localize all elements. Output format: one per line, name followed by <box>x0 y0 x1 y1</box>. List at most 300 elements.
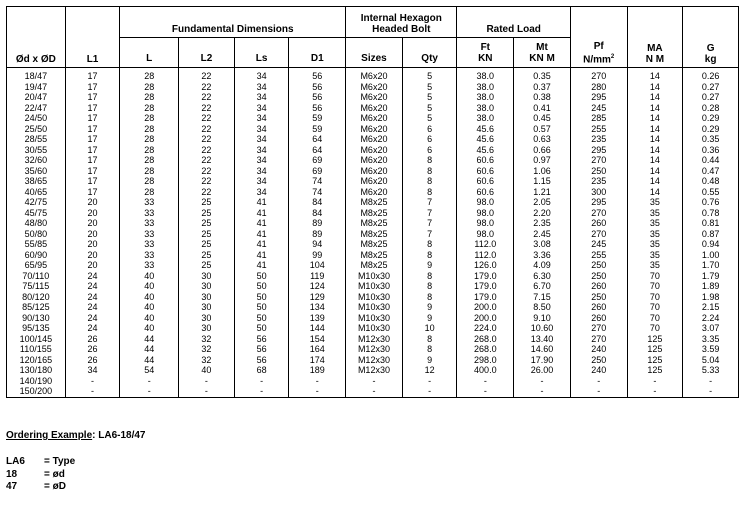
group-header-rated: Rated Load <box>457 7 570 38</box>
cell-bolt-size: M10x30 <box>346 302 403 313</box>
cell-mt: 0.66 <box>514 145 571 156</box>
cell-ft: - <box>457 386 514 397</box>
cell-D1: 139 <box>289 313 346 324</box>
cell-g: 0.35 <box>683 134 739 145</box>
cell-dxD: 28/55 <box>7 134 66 145</box>
cell-dxD: 50/80 <box>7 229 66 240</box>
cell-ft: 38.0 <box>457 113 514 124</box>
cell-g: 0.55 <box>683 187 739 198</box>
cell-mt: 3.36 <box>514 250 571 261</box>
cell-bolt-qty: 8 <box>402 187 457 198</box>
cell-Ls: 50 <box>234 313 289 324</box>
cell-bolt-qty: 9 <box>402 313 457 324</box>
cell-D1: 56 <box>289 103 346 114</box>
cell-mt: 2.20 <box>514 208 571 219</box>
cell-D1: 69 <box>289 155 346 166</box>
cell-ma: 14 <box>627 166 683 177</box>
cell-D1: 56 <box>289 82 346 93</box>
cell-bolt-size: M12x30 <box>346 365 403 376</box>
table-row <box>7 376 739 387</box>
col-header-mt <box>514 38 571 68</box>
cell-pf: 240 <box>570 344 627 355</box>
cell-ma: 70 <box>627 271 683 282</box>
cell-dxD: 32/60 <box>7 155 66 166</box>
cell-D1: 189 <box>289 365 346 376</box>
ordering-example-value: : LA6-18/47 <box>92 430 146 441</box>
cell-bolt-qty: 8 <box>402 155 457 166</box>
col-header-D1: D1 <box>289 38 346 68</box>
cell-L1: 26 <box>65 355 120 366</box>
cell-dxD: 20/47 <box>7 92 66 103</box>
cell-L: 28 <box>120 176 179 187</box>
cell-pf: 260 <box>570 313 627 324</box>
cell-bolt-size: M6x20 <box>346 92 403 103</box>
cell-g: 0.36 <box>683 145 739 156</box>
cell-Ls: 34 <box>234 68 289 82</box>
cell-g: 2.15 <box>683 302 739 313</box>
cell-L1: 17 <box>65 176 120 187</box>
cell-mt: 2.35 <box>514 218 571 229</box>
cell-dxD: 75/115 <box>7 281 66 292</box>
cell-bolt-qty: 7 <box>402 197 457 208</box>
cell-bolt-qty: 5 <box>402 113 457 124</box>
table-row <box>7 208 739 219</box>
cell-D1: 74 <box>289 187 346 198</box>
group-header-fundamental: Fundamental Dimensions <box>120 7 346 38</box>
table-row <box>7 302 739 313</box>
cell-g: 1.79 <box>683 271 739 282</box>
cell-L1: 20 <box>65 197 120 208</box>
cell-D1: 74 <box>289 176 346 187</box>
cell-L1: 24 <box>65 302 120 313</box>
cell-L: 33 <box>120 208 179 219</box>
cell-ma: 14 <box>627 176 683 187</box>
cell-L: 33 <box>120 260 179 271</box>
cell-ft: 38.0 <box>457 68 514 82</box>
cell-ma: 35 <box>627 208 683 219</box>
cell-mt: 0.35 <box>514 68 571 82</box>
cell-L: 33 <box>120 229 179 240</box>
cell-L1: 17 <box>65 145 120 156</box>
cell-g: 0.27 <box>683 92 739 103</box>
cell-pf: 260 <box>570 218 627 229</box>
cell-Ls: 50 <box>234 271 289 282</box>
cell-ma: 70 <box>627 302 683 313</box>
table-row <box>7 386 739 397</box>
cell-ft: 38.0 <box>457 92 514 103</box>
cell-g: 0.78 <box>683 208 739 219</box>
table-row <box>7 281 739 292</box>
cell-D1: 94 <box>289 239 346 250</box>
cell-g: 0.44 <box>683 155 739 166</box>
cell-ma: 70 <box>627 323 683 334</box>
cell-L1: 20 <box>65 218 120 229</box>
cell-Ls: 34 <box>234 187 289 198</box>
cell-ft: 179.0 <box>457 292 514 303</box>
cell-ft: 98.0 <box>457 229 514 240</box>
cell-L1: 24 <box>65 323 120 334</box>
cell-pf: 295 <box>570 145 627 156</box>
cell-Ls: 34 <box>234 103 289 114</box>
cell-Ls: 34 <box>234 92 289 103</box>
cell-mt: 2.45 <box>514 229 571 240</box>
cell-L: 40 <box>120 271 179 282</box>
ordering-example <box>6 430 146 441</box>
cell-L: 40 <box>120 313 179 324</box>
cell-ma: - <box>627 386 683 397</box>
cell-bolt-size: M12x30 <box>346 344 403 355</box>
col-header-pf-unit: N/mm <box>583 54 611 65</box>
cell-L: 28 <box>120 82 179 93</box>
cell-pf: 285 <box>570 113 627 124</box>
col-header-dxD: Ød x ØD <box>7 7 66 68</box>
cell-L1: 17 <box>65 166 120 177</box>
cell-L: 28 <box>120 68 179 82</box>
cell-ft: 38.0 <box>457 82 514 93</box>
cell-ft: 60.6 <box>457 187 514 198</box>
cell-g: 0.29 <box>683 113 739 124</box>
cell-bolt-size: - <box>346 376 403 387</box>
cell-mt: 0.38 <box>514 92 571 103</box>
cell-L: 40 <box>120 302 179 313</box>
cell-L: 33 <box>120 218 179 229</box>
cell-Ls: 41 <box>234 250 289 261</box>
group-header-bolt-line2: Headed Bolt <box>372 24 431 35</box>
cell-Ls: 41 <box>234 239 289 250</box>
cell-L1: 20 <box>65 208 120 219</box>
cell-bolt-qty: - <box>402 376 457 387</box>
cell-L2: 25 <box>179 239 235 250</box>
legend-key: 47 <box>6 481 18 492</box>
group-header-bolt <box>346 7 457 38</box>
cell-bolt-size: M6x20 <box>346 187 403 198</box>
cell-Ls: 34 <box>234 113 289 124</box>
cell-dxD: 100/145 <box>7 334 66 345</box>
cell-D1: 99 <box>289 250 346 261</box>
cell-ft: 60.6 <box>457 176 514 187</box>
cell-mt: 0.63 <box>514 134 571 145</box>
cell-L: 28 <box>120 113 179 124</box>
cell-bolt-qty: 6 <box>402 124 457 135</box>
cell-D1: 59 <box>289 124 346 135</box>
cell-mt: 2.05 <box>514 197 571 208</box>
cell-L2: 22 <box>179 103 235 114</box>
cell-pf: 250 <box>570 355 627 366</box>
cell-g: 0.94 <box>683 239 739 250</box>
cell-ft: 126.0 <box>457 260 514 271</box>
cell-bolt-size: M12x30 <box>346 355 403 366</box>
cell-D1: 84 <box>289 208 346 219</box>
legend-row <box>6 481 75 494</box>
cell-bolt-size: M8x25 <box>346 229 403 240</box>
col-header-ma-unit: N M <box>645 54 665 65</box>
cell-L2: 22 <box>179 92 235 103</box>
cell-ma: 35 <box>627 239 683 250</box>
cell-bolt-size: M6x20 <box>346 68 403 82</box>
cell-pf: 250 <box>570 166 627 177</box>
cell-bolt-size: M10x30 <box>346 323 403 334</box>
cell-pf: 250 <box>570 271 627 282</box>
cell-dxD: 55/85 <box>7 239 66 250</box>
table-row <box>7 365 739 376</box>
cell-L: 33 <box>120 197 179 208</box>
cell-L2: 22 <box>179 176 235 187</box>
cell-L: 28 <box>120 145 179 156</box>
cell-L1: 26 <box>65 334 120 345</box>
cell-pf: 295 <box>570 197 627 208</box>
cell-g: 0.28 <box>683 103 739 114</box>
cell-dxD: 42/75 <box>7 197 66 208</box>
cell-D1: 129 <box>289 292 346 303</box>
cell-pf: 280 <box>570 82 627 93</box>
cell-ma: 70 <box>627 313 683 324</box>
cell-mt: - <box>514 386 571 397</box>
cell-ft: 98.0 <box>457 218 514 229</box>
cell-pf: - <box>570 386 627 397</box>
cell-L2: 22 <box>179 166 235 177</box>
cell-bolt-qty: 8 <box>402 344 457 355</box>
cell-L2: 25 <box>179 218 235 229</box>
cell-pf: - <box>570 376 627 387</box>
cell-L2: 25 <box>179 250 235 261</box>
cell-mt: 6.70 <box>514 281 571 292</box>
cell-Ls: 56 <box>234 355 289 366</box>
cell-g: 5.04 <box>683 355 739 366</box>
cell-pf: 255 <box>570 250 627 261</box>
cell-ma: 125 <box>627 334 683 345</box>
cell-L1: 20 <box>65 239 120 250</box>
cell-ma: 70 <box>627 281 683 292</box>
cell-ma: 14 <box>627 82 683 93</box>
cell-L2: 30 <box>179 313 235 324</box>
cell-g: 0.29 <box>683 124 739 135</box>
cell-ft: 112.0 <box>457 239 514 250</box>
cell-ft: 45.6 <box>457 145 514 156</box>
cell-ft: 268.0 <box>457 344 514 355</box>
table-row <box>7 113 739 124</box>
cell-dxD: 95/135 <box>7 323 66 334</box>
table-row <box>7 124 739 135</box>
col-header-pf-top: Pf <box>593 40 604 52</box>
cell-dxD: 140/190 <box>7 376 66 387</box>
cell-ft: 200.0 <box>457 313 514 324</box>
group-header-bolt-line1: Internal Hexagon <box>360 13 442 24</box>
cell-Ls: 34 <box>234 166 289 177</box>
cell-pf: 270 <box>570 229 627 240</box>
cell-bolt-qty: 7 <box>402 229 457 240</box>
cell-ft: - <box>457 376 514 387</box>
col-header-Ls: Ls <box>234 38 289 68</box>
cell-D1: 89 <box>289 218 346 229</box>
cell-D1: 154 <box>289 334 346 345</box>
cell-ma: 14 <box>627 134 683 145</box>
ordering-example-label: Ordering Example <box>6 430 93 441</box>
cell-L2: 25 <box>179 208 235 219</box>
cell-L: - <box>120 386 179 397</box>
cell-L: 28 <box>120 155 179 166</box>
cell-L1: - <box>65 386 120 397</box>
cell-L1: - <box>65 376 120 387</box>
col-header-ft-top: Ft <box>480 42 491 53</box>
cell-D1: 174 <box>289 355 346 366</box>
cell-pf: 300 <box>570 187 627 198</box>
col-header-g-unit: kg <box>704 54 717 65</box>
cell-L: 28 <box>120 134 179 145</box>
cell-g: 0.27 <box>683 82 739 93</box>
cell-D1: 144 <box>289 323 346 334</box>
cell-ma: 35 <box>627 197 683 208</box>
cell-dxD: 60/90 <box>7 250 66 261</box>
cell-ft: 98.0 <box>457 208 514 219</box>
cell-L: 28 <box>120 92 179 103</box>
cell-L1: 17 <box>65 113 120 124</box>
cell-g: 5.33 <box>683 365 739 376</box>
cell-L2: 32 <box>179 355 235 366</box>
table-row <box>7 323 739 334</box>
cell-ma: 70 <box>627 292 683 303</box>
cell-L2: 25 <box>179 260 235 271</box>
cell-D1: 64 <box>289 134 346 145</box>
cell-L: 44 <box>120 344 179 355</box>
cell-mt: 4.09 <box>514 260 571 271</box>
table-row <box>7 187 739 198</box>
cell-mt: 3.08 <box>514 239 571 250</box>
table-row <box>7 239 739 250</box>
cell-mt: 1.06 <box>514 166 571 177</box>
cell-L: 44 <box>120 355 179 366</box>
cell-bolt-qty: 9 <box>402 355 457 366</box>
cell-ma: 14 <box>627 145 683 156</box>
cell-dxD: 24/50 <box>7 113 66 124</box>
cell-bolt-qty: 5 <box>402 92 457 103</box>
cell-pf: 270 <box>570 208 627 219</box>
cell-pf: 270 <box>570 323 627 334</box>
cell-Ls: 34 <box>234 82 289 93</box>
cell-ft: 268.0 <box>457 334 514 345</box>
cell-L2: 30 <box>179 323 235 334</box>
cell-D1: 69 <box>289 166 346 177</box>
cell-ft: 38.0 <box>457 103 514 114</box>
table-row <box>7 103 739 114</box>
cell-pf: 240 <box>570 365 627 376</box>
cell-bolt-size: M6x20 <box>346 82 403 93</box>
cell-D1: 56 <box>289 92 346 103</box>
cell-g: 0.26 <box>683 68 739 82</box>
cell-ma: 14 <box>627 113 683 124</box>
cell-L1: 17 <box>65 103 120 114</box>
cell-D1: 89 <box>289 229 346 240</box>
cell-bolt-qty: 8 <box>402 334 457 345</box>
cell-bolt-size: M10x30 <box>346 292 403 303</box>
cell-pf: 235 <box>570 134 627 145</box>
cell-dxD: 85/125 <box>7 302 66 313</box>
cell-bolt-qty: 12 <box>402 365 457 376</box>
col-header-L2: L2 <box>179 38 235 68</box>
cell-pf: 295 <box>570 92 627 103</box>
cell-L1: 17 <box>65 92 120 103</box>
cell-L: - <box>120 376 179 387</box>
cell-Ls: 50 <box>234 302 289 313</box>
cell-L2: 30 <box>179 271 235 282</box>
cell-bolt-size: M6x20 <box>346 113 403 124</box>
cell-ft: 179.0 <box>457 271 514 282</box>
cell-L1: 17 <box>65 134 120 145</box>
legend-key: 18 <box>6 468 18 480</box>
cell-bolt-size: M8x25 <box>346 239 403 250</box>
col-header-ma-top: MA <box>647 43 663 54</box>
cell-ft: 112.0 <box>457 250 514 261</box>
cell-mt: - <box>514 376 571 387</box>
cell-L1: 26 <box>65 344 120 355</box>
col-header-pf-sup: 2 <box>610 53 615 60</box>
cell-ft: 45.6 <box>457 124 514 135</box>
cell-bolt-size: M8x25 <box>346 260 403 271</box>
cell-Ls: 41 <box>234 208 289 219</box>
col-header-mt-unit: KN M <box>529 53 555 64</box>
cell-ft: 45.6 <box>457 134 514 145</box>
cell-ma: 35 <box>627 260 683 271</box>
cell-L2: 30 <box>179 281 235 292</box>
cell-D1: 124 <box>289 281 346 292</box>
cell-bolt-qty: 5 <box>402 68 457 82</box>
cell-L1: 20 <box>65 260 120 271</box>
legend-row <box>6 456 75 469</box>
cell-L2: 32 <box>179 334 235 345</box>
cell-L1: 24 <box>65 313 120 324</box>
cell-dxD: 19/47 <box>7 82 66 93</box>
table-row <box>7 82 739 93</box>
table-row <box>7 334 739 345</box>
cell-L: 40 <box>120 281 179 292</box>
cell-mt: 9.10 <box>514 313 571 324</box>
cell-bolt-qty: - <box>402 386 457 397</box>
cell-g: 0.48 <box>683 176 739 187</box>
cell-L2: 25 <box>179 197 235 208</box>
cell-D1: 64 <box>289 145 346 156</box>
cell-bolt-size: M8x25 <box>346 250 403 261</box>
cell-ma: 125 <box>627 344 683 355</box>
cell-L2: 22 <box>179 134 235 145</box>
cell-bolt-qty: 8 <box>402 271 457 282</box>
col-header-mt-top: Mt <box>536 42 548 53</box>
cell-L1: 17 <box>65 124 120 135</box>
cell-L: 28 <box>120 124 179 135</box>
cell-ma: 14 <box>627 155 683 166</box>
table-row <box>7 92 739 103</box>
cell-bolt-size: M10x30 <box>346 281 403 292</box>
cell-dxD: 150/200 <box>7 386 66 397</box>
cell-L: 33 <box>120 250 179 261</box>
cell-bolt-qty: 8 <box>402 239 457 250</box>
cell-ma: 14 <box>627 124 683 135</box>
cell-bolt-qty: 7 <box>402 218 457 229</box>
table-row <box>7 229 739 240</box>
cell-pf: 250 <box>570 260 627 271</box>
cell-L: 28 <box>120 187 179 198</box>
cell-g: 1.89 <box>683 281 739 292</box>
cell-L: 44 <box>120 334 179 345</box>
cell-mt: 1.21 <box>514 187 571 198</box>
cell-bolt-qty: 5 <box>402 82 457 93</box>
cell-bolt-size: M10x30 <box>346 313 403 324</box>
legend-key: LA6 <box>6 456 25 467</box>
col-header-g <box>683 7 739 68</box>
cell-L: 33 <box>120 239 179 250</box>
cell-g: 2.24 <box>683 313 739 324</box>
legend-row <box>6 469 75 482</box>
table-row <box>7 218 739 229</box>
cell-bolt-qty: 8 <box>402 176 457 187</box>
